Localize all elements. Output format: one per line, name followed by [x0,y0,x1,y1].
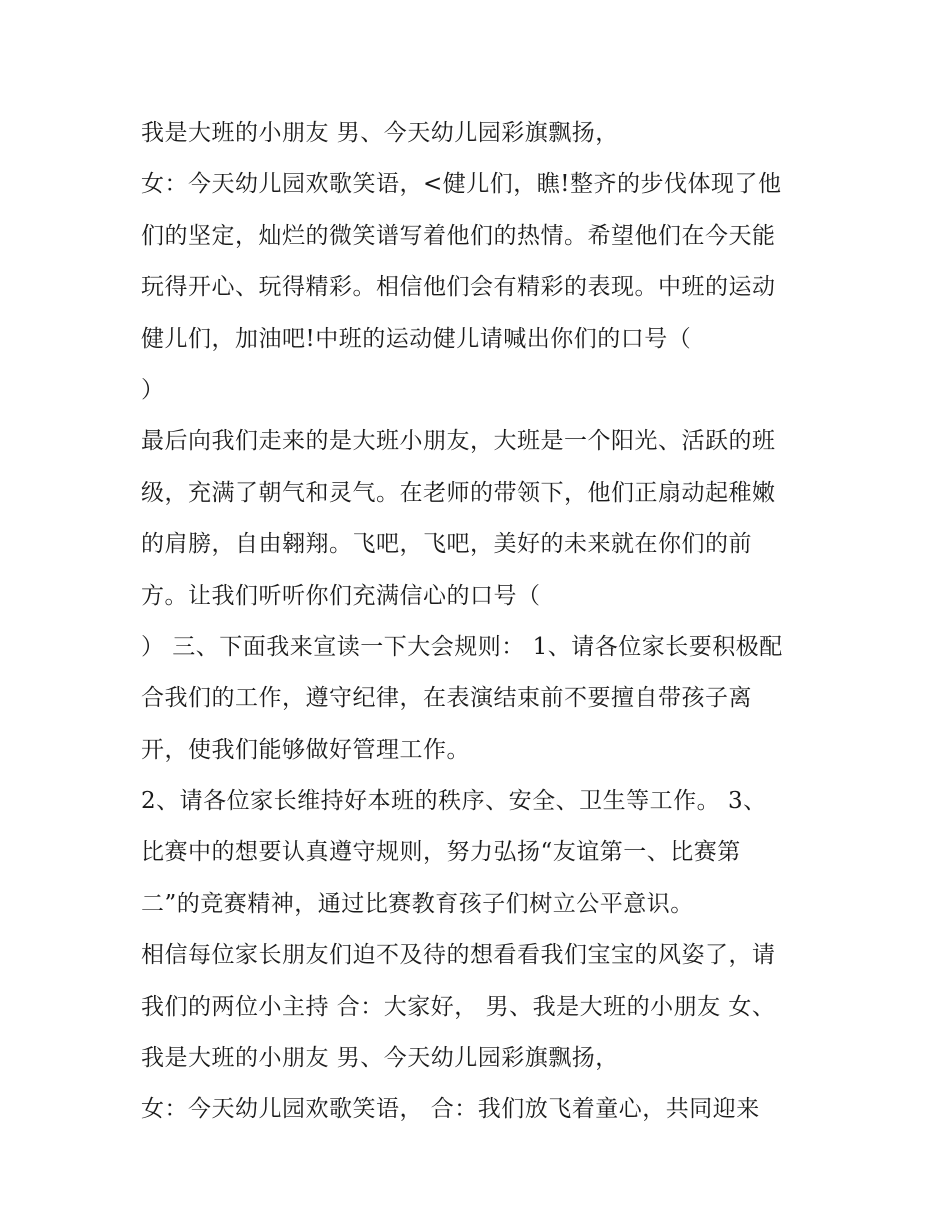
text-line: 我是大班的小朋友 男、今天幼儿园彩旗飘扬， [141,1045,619,1072]
text-line: 女：今天幼儿园欢歌笑语，<健儿们，瞧!整齐的步伐体现了他 [141,171,782,198]
body-text [141,108,821,1136]
text-line: 相信每位家长朋友们迫不及待的想看看我们宝宝的风姿了，请 [141,942,776,969]
text-line: 2、请各位家长维持好本班的秩序、安全、卫生等工作。 3、 [141,788,767,815]
text-line: 玩得开心、玩得精彩。相信他们会有精彩的表现。中班的运动 [141,274,776,301]
text-line: ） 三、下面我来宣读一下大会规则： 1、请各位家长要积极配 [141,633,783,660]
text-line: 合我们的工作，遵守纪律，在表演结束前不要擅自带孩子离 [141,685,752,712]
text-line: 开，使我们能够做好管理工作。 [141,736,470,763]
text-line: 们的坚定，灿烂的微笑谱写着他们的热情。希望他们在今天能 [141,222,776,249]
text-line: 我们的两位小主持 合：大家好， 男、我是大班的小朋友 女、 [141,993,776,1020]
text-line: 健儿们，加油吧!中班的运动健儿请喊出你们的口号（ [141,325,692,352]
text-line: 方。让我们听听你们充满信心的口号（ [141,582,541,609]
text-line: 我是大班的小朋友 男、今天幼儿园彩旗飘扬， [141,120,619,146]
text-line: 二”的竞赛精神，通过比赛教育孩子们树立公平意识。 [141,890,694,917]
text-line: 的肩膀，自由翱翔。飞吧，飞吧，美好的未来就在你们的前 [141,531,752,558]
text-line: ） [141,376,165,403]
text-line: 比赛中的想要认真遵守规则，努力弘扬“友谊第一、比赛第 [141,839,741,866]
text-line: 级，充满了朝气和灵气。在老师的带领下，他们正扇动起稚嫩 [141,479,776,506]
text-line: 女：今天幼儿园欢歌笑语， 合：我们放飞着童心，共同迎来 [141,1096,760,1123]
text-line: 最后向我们走来的是大班小朋友，大班是一个阳光、活跃的班 [141,428,776,455]
